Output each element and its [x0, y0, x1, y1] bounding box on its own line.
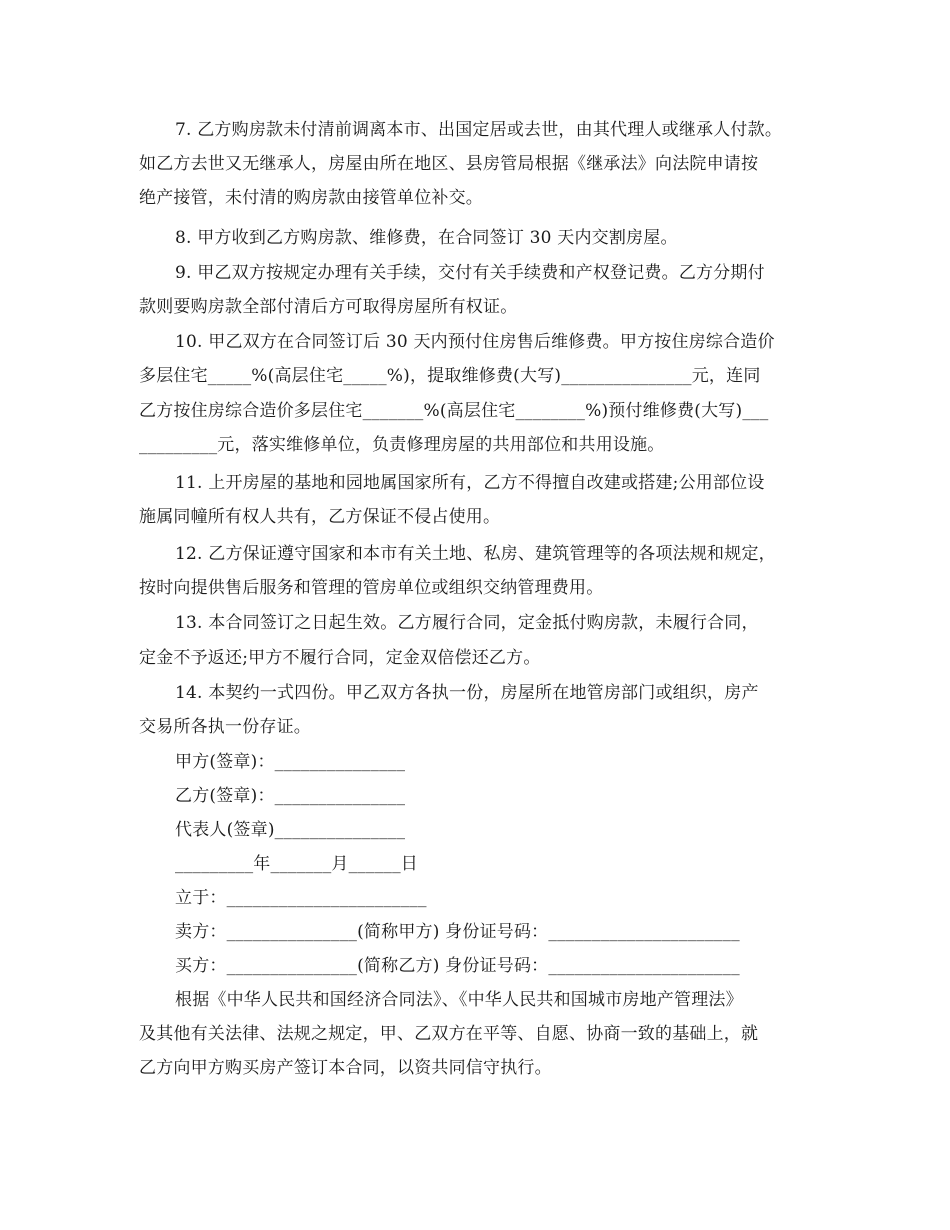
clause-9-line-2: 款则要购房款全部付清后方可取得房屋所有权证。: [139, 297, 518, 317]
preamble-line-1: 根据《中华人民共和国经济合同法》、《中华人民共和国城市房地产管理法》: [175, 990, 743, 1010]
clause-11-line-2: 施属同幢所有权人共有，乙方保证不侵占使用。: [139, 507, 501, 527]
clause-11-line-1: 11. 上开房屋的基地和园地属国家所有，乙方不得擅自改建或搭建;公用部位设: [175, 473, 765, 493]
clause-13-line-1: 13. 本合同签订之日起生效。乙方履行合同，定金抵付购房款，未履行合同，: [175, 613, 759, 633]
clause-7-line-2: 如乙方去世又无继承人，房屋由所在地区、县房管局根据《继承法》向法院申请按: [139, 154, 759, 174]
clause-14-line-2: 交易所各执一份存证。: [139, 717, 311, 737]
date-line: _________年_______月______日: [175, 854, 418, 874]
seller-line: 卖方：_______________(简称甲方) 身份证号码：______________________: [175, 922, 740, 942]
clause-10-line-4: _________元，落实维修单位，负责修理房屋的共用部位和共用设施。: [139, 435, 665, 455]
clause-13-line-2: 定金不予返还;甲方不履行合同，定金双倍偿还乙方。: [139, 648, 541, 668]
party-a-signature-line: 甲方(签章)：_______________: [175, 752, 406, 772]
clause-10-line-2: 多层住宅_____%(高层住宅_____%)，提取维修费(大写)_______________元，连同: [139, 366, 761, 386]
clause-12-line-1: 12. 乙方保证遵守国家和本市有关土地、私房、建筑管理等的各项法规和规定，: [175, 544, 776, 564]
clause-10-line-3: 乙方按住房综合造价多层住宅_______%(高层住宅________%)预付维修费(大写)___: [139, 401, 769, 421]
established-at-line: 立于：_______________________: [175, 888, 427, 908]
clause-10-line-1: 10. 甲乙双方在合同签订后 30 天内预付住房售后维修费。甲方按住房综合造价: [175, 332, 775, 352]
clause-7-line-3: 绝产接管，未付清的购房款由接管单位补交。: [139, 188, 483, 208]
clause-8-line-1: 8. 甲方收到乙方购房款、维修费，在合同签订 30 天内交割房屋。: [175, 228, 678, 248]
preamble-line-3: 乙方向甲方购买房产签订本合同，以资共同信守执行。: [139, 1058, 552, 1078]
clause-14-line-1: 14. 本契约一式四份。甲乙双方各执一份，房屋所在地管房部门或组织，房产: [175, 683, 759, 703]
buyer-line: 买方：_______________(简称乙方) 身份证号码：______________________: [175, 956, 740, 976]
representative-signature-line: 代表人(签章)_______________: [175, 820, 406, 840]
clause-7-line-1: 7. 乙方购房款未付清前调离本市、出国定居或去世，由其代理人或继承人付款。: [175, 120, 783, 140]
party-b-signature-line: 乙方(签章)：_______________: [175, 786, 406, 806]
clause-12-line-2: 按时向提供售后服务和管理的管房单位或组织交纳管理费用。: [139, 578, 604, 598]
clause-9-line-1: 9. 甲乙双方按规定办理有关手续，交付有关手续费和产权登记费。乙方分期付: [175, 263, 765, 283]
preamble-line-2: 及其他有关法律、法规之规定，甲、乙双方在平等、自愿、协商一致的基础上，就: [139, 1024, 759, 1044]
